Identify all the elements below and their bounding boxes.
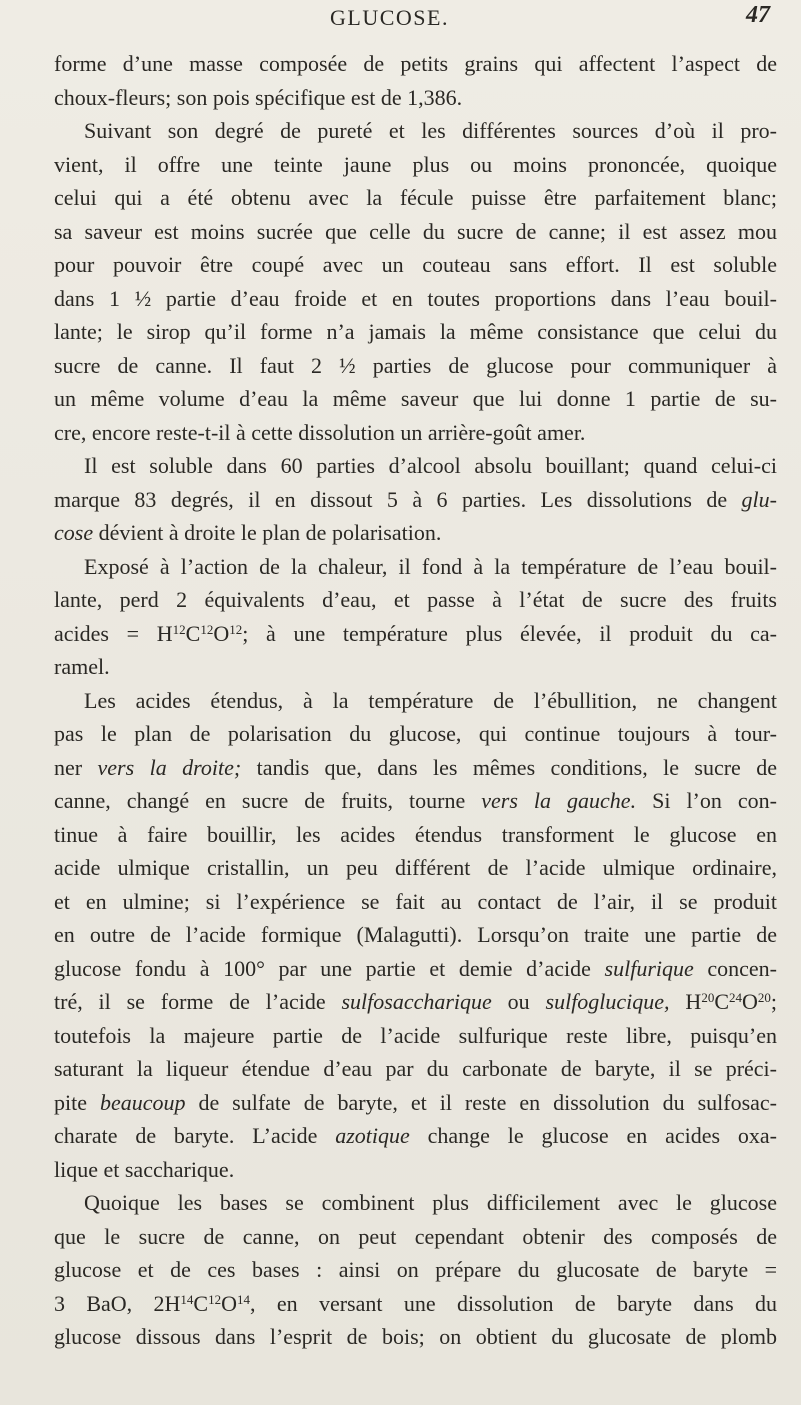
text-line — [54, 416, 777, 450]
text-segment: que le sucre de canne, on peut cependant obtenir des composés de — [54, 1224, 777, 1249]
text-segment: pour pouvoir être coupé avec un couteau sans effort. Il est soluble — [54, 252, 777, 277]
text-segment: concen- — [693, 956, 777, 981]
text-segment: de sulfate de baryte, et il reste en dissolution du sulfosac- — [185, 1090, 777, 1115]
text-segment: ou — [491, 989, 546, 1014]
text-segment: acide ulmique cristallin, un peu différent de l’acide ulmique ordinaire, — [54, 855, 777, 880]
italic-text: azotique — [335, 1123, 410, 1148]
text-line — [54, 851, 777, 885]
text-segment: vient, il offre une teinte jaune plus ou moins prononcée, quoique — [54, 152, 777, 177]
italic-text: vers la droite; — [97, 755, 242, 780]
superscript: 12 — [172, 621, 186, 637]
page-number: 47 — [746, 2, 770, 28]
text-segment: ner — [54, 755, 98, 780]
text-line — [54, 1153, 777, 1187]
text-line — [54, 215, 777, 249]
text-line — [54, 516, 777, 550]
text-line — [54, 248, 777, 282]
text-segment: celui qui a été obtenu avec la fécule puisse être parfaitement blanc; — [54, 185, 777, 210]
text-segment: pas le plan de polarisation du glucose, qui continue toujours à tour- — [54, 721, 777, 746]
text-segment: O — [221, 1291, 237, 1316]
text-segment: pite — [54, 1090, 100, 1115]
text-segment: sa saveur est moins sucrée que celle du sucre de canne; il est assez mou — [54, 219, 777, 244]
text-line — [54, 751, 777, 785]
text-line — [54, 952, 777, 986]
text-segment: lante, perd 2 équivalents d’eau, et passe à l’état de sucre des fruits — [54, 587, 777, 612]
text-line — [54, 349, 777, 383]
text-segment: lante; le sirop qu’il forme n’a jamais la même consistance que celui du — [54, 319, 777, 344]
text-segment: , en versant une dissolution de baryte dans du — [250, 1291, 777, 1316]
text-line — [54, 1052, 777, 1086]
italic-text: beaucoup — [99, 1090, 186, 1115]
italic-text: cose — [54, 520, 94, 545]
text-line — [84, 684, 777, 718]
text-segment: change le glucose en acides oxa- — [409, 1123, 777, 1148]
text-segment: Il est soluble dans 60 parties d’alcool absolu bouillant; quand celui-ci — [84, 453, 777, 478]
text-segment: cre, encore reste-t-il à cette dissolution un arrière-goût amer. — [54, 420, 586, 445]
text-line — [84, 114, 777, 148]
text-line — [54, 483, 777, 517]
text-line — [54, 1253, 777, 1287]
text-line — [54, 81, 777, 115]
superscript: 12 — [229, 621, 243, 637]
text-segment: C — [185, 621, 201, 646]
text-segment: glucose et de ces bases : ainsi on prépare du glucosate de baryte = — [54, 1257, 777, 1282]
text-segment: 3 BaO, 2H — [54, 1291, 181, 1316]
text-segment: sucre de canne. Il faut 2 ½ parties de glucose pour communiquer à — [54, 353, 777, 378]
text-segment: Exposé à l’action de la chaleur, il fond à la température de l’eau bouil- — [84, 554, 777, 579]
text-segment: Les acides étendus, à la température de l’ébullition, ne changent — [84, 688, 777, 713]
text-line — [54, 47, 777, 81]
text-line — [54, 1086, 777, 1120]
text-segment: C — [714, 989, 729, 1014]
text-segment: toutefois la majeure partie de l’acide sulfurique reste libre, puisqu’en — [54, 1023, 777, 1048]
text-segment: glucose dissous dans l’esprit de bois; on obtient du glucosate de plomb — [54, 1324, 777, 1349]
text-segment: charate de baryte. L’acide — [54, 1123, 336, 1148]
text-line — [84, 550, 777, 584]
superscript: 14 — [237, 1291, 250, 1307]
text-segment: canne, changé en sucre de fruits, tourne — [54, 788, 482, 813]
text-segment: ; à une température plus élevée, il produit du ca- — [242, 621, 777, 646]
text-line — [54, 1220, 777, 1254]
text-line — [54, 818, 777, 852]
superscript: 24 — [729, 989, 742, 1005]
italic-text: glu- — [741, 487, 777, 512]
text-segment: choux-fleurs; son pois spécifique est de 1,386. — [54, 85, 463, 110]
text-line — [54, 617, 777, 651]
text-line — [84, 449, 777, 483]
text-segment: acides = H — [54, 621, 173, 646]
superscript: 20 — [701, 989, 715, 1005]
italic-text: sulfurique — [604, 956, 694, 981]
text-line — [54, 583, 777, 617]
superscript: 12 — [200, 621, 214, 637]
running-head — [0, 2, 801, 46]
text-line — [54, 985, 777, 1019]
text-line — [54, 1320, 777, 1354]
text-line — [54, 1119, 777, 1153]
superscript: 20 — [757, 989, 771, 1005]
text-segment: O — [742, 989, 758, 1014]
italic-text: sulfosaccharique — [341, 989, 492, 1014]
text-segment: Si l’on con- — [636, 788, 777, 813]
text-segment: et en ulmine; si l’expérience se fait au contact de l’air, il se produit — [54, 889, 777, 914]
text-segment: glucose fondu à 100° par une partie et demie d’acide — [54, 956, 605, 981]
text-line — [54, 1287, 777, 1321]
text-segment: tré, il se forme de l’acide — [54, 989, 342, 1014]
text-segment: Suivant son degré de pureté et les différentes sources d’où il pro- — [84, 118, 777, 143]
text-line — [84, 1186, 777, 1220]
text-segment: dans 1 ½ partie d’eau froide et en toutes proportions dans l’eau bouil- — [54, 286, 777, 311]
text-segment: tinue à faire bouillir, les acides étendus transforment le glucose en — [54, 822, 777, 847]
text-segment: dévient à droite le plan de polarisation. — [93, 520, 442, 545]
text-line — [54, 382, 777, 416]
text-segment: saturant la liqueur étendue d’eau par du carbonate de baryte, il se préci- — [54, 1056, 777, 1081]
text-segment: C — [193, 1291, 209, 1316]
text-segment: ramel. — [54, 654, 110, 679]
text-segment: H — [669, 989, 702, 1014]
text-line — [54, 717, 777, 751]
superscript: 14 — [180, 1291, 194, 1307]
text-segment: tandis que, dans les mêmes conditions, le sucre de — [241, 755, 778, 780]
running-title: GLUCOSE. — [330, 5, 449, 30]
text-line — [54, 1019, 777, 1053]
text-line — [54, 650, 777, 684]
text-line — [54, 282, 777, 316]
italic-text: sulfoglucique, — [545, 989, 670, 1014]
text-line — [54, 885, 777, 919]
text-segment: forme d’une masse composée de petits grains qui affectent l’aspect de — [54, 51, 777, 76]
text-segment: ; — [770, 989, 778, 1014]
text-line — [54, 315, 777, 349]
text-segment: un même volume d’eau la même saveur que lui donne 1 partie de su- — [54, 386, 777, 411]
text-segment: en outre de l’acide formique (Malagutti). Lorsqu’on traite une partie de — [54, 922, 777, 947]
text-segment: marque 83 degrés, il en dissout 5 à 6 parties. Les dissolutions de — [54, 487, 742, 512]
text-line — [54, 181, 777, 215]
text-line — [54, 918, 777, 952]
text-segment: Quoique les bases se combinent plus difficilement avec le glucose — [84, 1190, 777, 1215]
italic-text: vers la gauche. — [481, 788, 637, 813]
text-segment: lique et saccharique. — [54, 1157, 235, 1182]
text-segment: O — [213, 621, 230, 646]
superscript: 12 — [208, 1291, 222, 1307]
text-line — [54, 784, 777, 818]
text-line — [54, 148, 777, 182]
